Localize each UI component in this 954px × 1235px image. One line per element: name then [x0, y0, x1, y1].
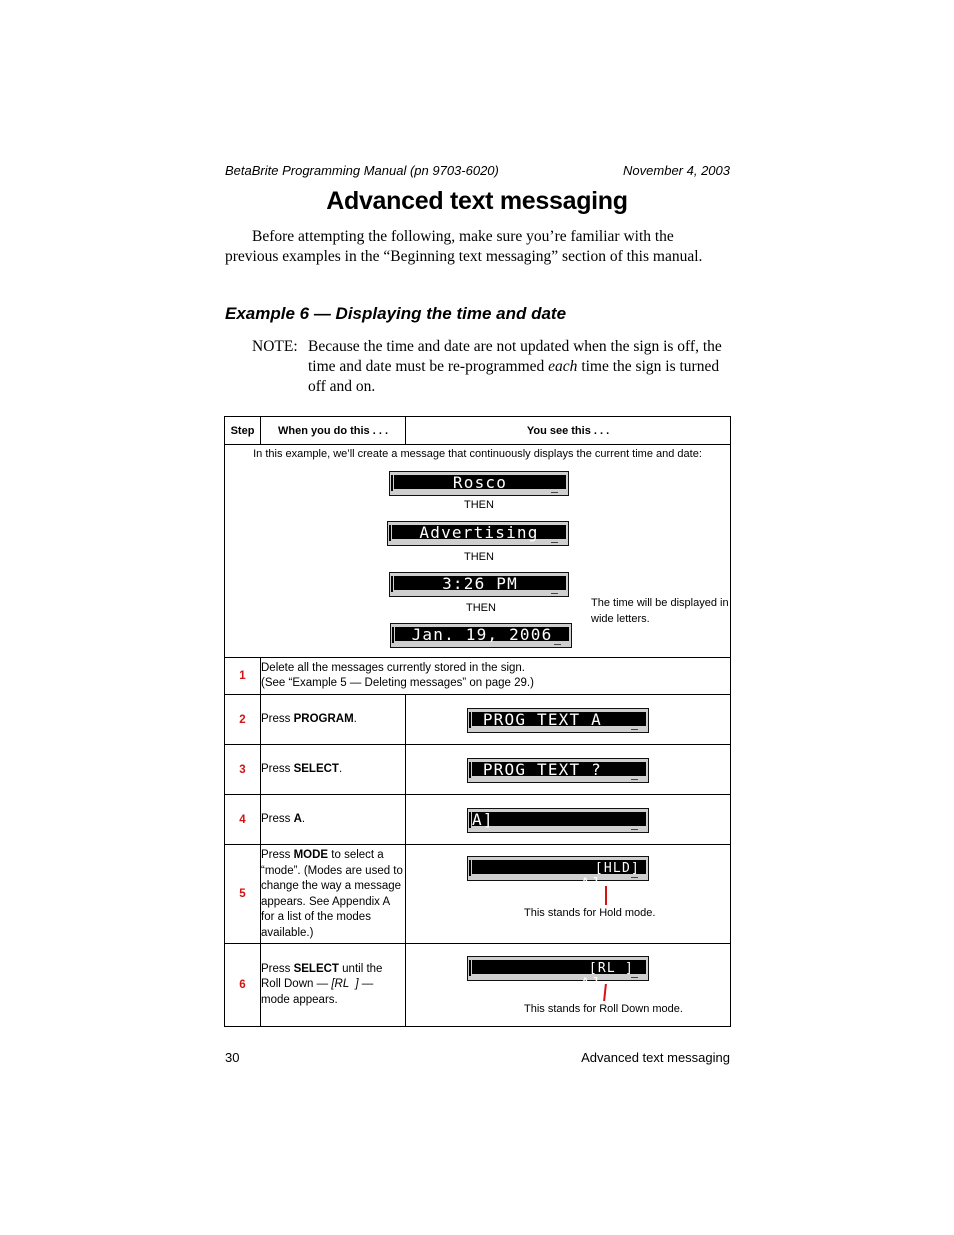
sign-text	[472, 960, 646, 993]
sign-display-rosco	[389, 471, 569, 496]
time-side-note: The time will be displayed in wide letters.	[591, 597, 729, 625]
step-5-result	[406, 845, 731, 944]
header-result: You see this . . .	[406, 417, 731, 445]
step-2-text: Press PROGRAM.	[261, 695, 406, 745]
step-1-text	[261, 658, 731, 695]
note-emphasis: each	[548, 358, 578, 375]
sign-text-left: A]	[580, 974, 602, 993]
step-1-line-1: Delete all the messages currently stored in the sign.	[261, 661, 525, 674]
sign-display-a	[467, 808, 649, 833]
intro-cell	[225, 445, 731, 658]
header-action: When you do this . . .	[261, 417, 406, 445]
then-label: THEN	[464, 499, 494, 511]
note-text: Because the time and date are not updated when the sign is off, the time and date must be re-programmed each time the sign is turned off and on.	[308, 338, 722, 395]
intro-text: Before attempting the following, make sure you’re familiar with the previous examples in the “Beginning text messaging” section of this manual.	[225, 228, 703, 265]
key-select: SELECT	[293, 762, 339, 775]
table-row-step-5	[225, 845, 731, 944]
table-row-step-3	[225, 745, 731, 795]
step-number: 1	[225, 658, 261, 695]
step-number: 2	[225, 695, 261, 745]
sign-display-prog-text-a	[467, 708, 649, 733]
intro-line: In this example, we’ll create a message that continuously displays the current time and date:	[253, 448, 702, 460]
sign-text: Jan. 19, 2006	[395, 627, 569, 641]
sign-text: 3:26 PM	[394, 576, 566, 590]
steps-table	[224, 416, 731, 1027]
step-number: 4	[225, 795, 261, 845]
key-select: SELECT	[293, 962, 339, 975]
running-footer-title: Advanced text messaging	[581, 1050, 730, 1065]
step-number: 6	[225, 944, 261, 1027]
sign-display-prog-text-q	[467, 758, 649, 783]
then-label: THEN	[466, 602, 496, 614]
step-2-result	[406, 695, 731, 745]
roll-down-code: [RL ]	[331, 978, 359, 991]
pointer-mark	[605, 886, 607, 905]
table-header-row	[225, 417, 731, 445]
step-number: 3	[225, 745, 261, 795]
hold-mode-caption: This stands for Hold mode.	[524, 907, 656, 919]
sign-display-roll-down-mode	[467, 956, 649, 993]
running-header-title: BetaBrite Programming Manual (pn 9703-6020)	[225, 163, 499, 178]
sign-display-advertising	[387, 521, 569, 546]
note-block	[252, 337, 730, 397]
header-step: Step	[225, 417, 261, 445]
sign-text: PROG TEXT A	[472, 712, 646, 726]
roll-down-caption: This stands for Roll Down mode.	[524, 1003, 683, 1015]
key-program: PROGRAM	[293, 712, 354, 725]
table-row-step-4	[225, 795, 731, 845]
table-row-intro	[225, 445, 731, 658]
step-1-line-2: (See “Example 5 — Deleting messages” on page 29.)	[261, 677, 534, 689]
sign-display-hold-mode	[467, 856, 649, 893]
sign-text: Rosco	[394, 475, 566, 489]
table-row-step-6	[225, 944, 731, 1027]
step-number: 5	[225, 845, 261, 944]
note-label: NOTE:	[252, 338, 298, 355]
sign-text: PROG TEXT ?	[472, 762, 646, 776]
table-row-step-2	[225, 695, 731, 745]
sign-text	[472, 860, 646, 893]
page-title: Advanced text messaging	[326, 187, 628, 215]
key-mode: MODE	[293, 849, 329, 861]
sign-text-left: A]	[580, 874, 602, 893]
step-3-result	[406, 745, 731, 795]
sign-mode-code: [HLD]	[594, 861, 640, 876]
pointer-mark	[603, 984, 607, 1001]
step-3-text: Press SELECT.	[261, 745, 406, 795]
key-a: A	[293, 812, 302, 825]
sign-display-time	[389, 572, 569, 597]
then-label: THEN	[464, 551, 494, 563]
table-row-step-1	[225, 658, 731, 695]
step-6-result	[406, 944, 731, 1027]
sign-mode-code: [RL ]	[588, 961, 634, 976]
page-number: 30	[225, 1050, 240, 1065]
section-heading: Example 6 — Displaying the time and date	[225, 304, 567, 323]
sign-text: Advertising	[392, 525, 566, 539]
intro-paragraph	[225, 227, 730, 266]
step-4-result	[406, 795, 731, 845]
step-5-text: Press MODE to select a “mode”. (Modes are used to change the way a message appears. See Appendix A for a list of the modes available.)	[261, 845, 406, 944]
running-header-date: November 4, 2003	[623, 163, 730, 178]
sign-display-date	[390, 623, 572, 648]
sign-text: A]	[472, 812, 646, 826]
step-6-text: Press SELECT until the Roll Down — [RL ] — mode appears.	[261, 944, 406, 1027]
step-4-text: Press A.	[261, 795, 406, 845]
